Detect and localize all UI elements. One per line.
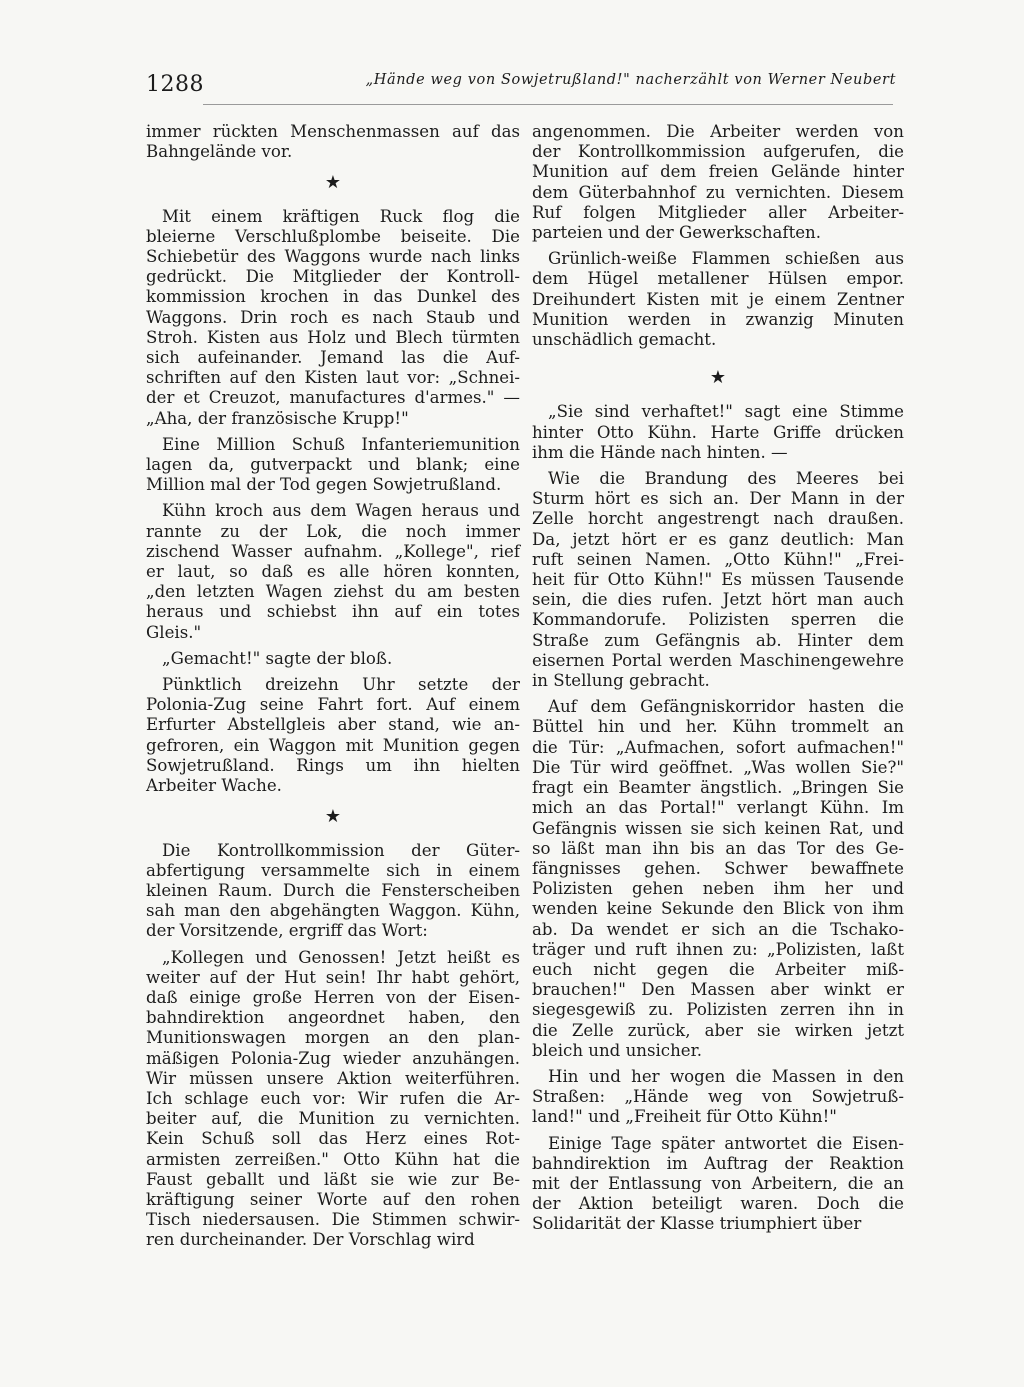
text-line: in Stellung gebracht.	[532, 671, 710, 691]
text-line: Büttel hin und her. Kühn trommelt an	[532, 717, 904, 737]
text-line: Faust geballt und läßt sie wie zur Be-	[146, 1169, 520, 1189]
text-line: er laut, so daß es alle hören konnten,	[146, 562, 520, 582]
paragraph	[146, 501, 520, 642]
text-line: Zelle horcht angestrengt nach draußen.	[532, 509, 904, 529]
text-line: rannte zu der Lok, die noch immer	[146, 521, 520, 541]
text-line: „Aha, der französische Krupp!"	[146, 408, 409, 428]
text-line: euch nicht gegen die Arbeiter miß-	[532, 959, 904, 979]
text-line: Hin und her wogen die Massen in den	[548, 1066, 904, 1086]
section-separator-star: ★	[324, 172, 342, 194]
text-line: „den letzten Wagen ziehst du am besten	[146, 582, 520, 602]
running-title: „Hände weg von Sowjetrußland!" nacherzählt von Werner Neubert	[365, 72, 896, 88]
text-line: abfertigung versammelte sich in einem	[146, 860, 520, 880]
text-line: sein, die dies rufen. Jetzt hört man auch	[532, 590, 904, 610]
paragraph	[146, 122, 520, 162]
text-line: ihm die Hände nach hinten. —	[532, 442, 788, 462]
paragraph	[146, 649, 520, 669]
section-separator-star: ★	[709, 367, 727, 389]
text-line: Kühn kroch aus dem Wagen heraus und	[162, 501, 520, 521]
text-line: mit der Entlassung von Arbeitern, die an	[532, 1173, 904, 1193]
text-line: Ich schlage euch vor: Wir rufen die Ar-	[146, 1088, 520, 1108]
page-header	[0, 0, 1024, 120]
text-line: Ruf folgen Mitglieder aller Arbeiter-	[532, 202, 904, 222]
text-line: Munition auf dem freien Gelände hinter	[532, 162, 904, 182]
paragraph	[146, 841, 520, 942]
text-line: sah man den abgehängten Waggon. Kühn,	[146, 901, 520, 921]
text-line: kleinen Raum. Durch die Fensterscheiben	[146, 880, 520, 900]
text-line: parteien und der Gewerkschaften.	[532, 223, 822, 243]
text-line: Straßen: „Hände weg von Sowjetruß-	[532, 1087, 904, 1107]
text-line: Gefängnis wissen sie sich keinen Rat, und	[532, 818, 904, 838]
text-line: sich aufeinander. Jemand las die Auf-	[146, 348, 520, 368]
text-line: Million mal der Tod gegen Sowjetrußland.	[146, 475, 502, 495]
text-line: mäßigen Polonia-Zug wieder anzuhängen.	[146, 1048, 520, 1068]
text-line: kräftigung seiner Worte auf den rohen	[146, 1189, 520, 1209]
text-line: „Gemacht!" sagte der bloß.	[162, 648, 393, 668]
paragraph	[532, 469, 904, 691]
text-line: Waggons. Drin roch es nach Staub und	[146, 307, 520, 327]
text-line: daß einige große Herren von der Eisen-	[146, 987, 520, 1007]
text-line: Munitionswagen morgen an den plan-	[146, 1028, 520, 1048]
text-line: „Sie sind verhaftet!" sagt eine Stimme	[548, 402, 904, 422]
text-line: der Kontrollkommission aufgerufen, die	[532, 142, 904, 162]
text-line: Sowjetrußland. Rings um ihn hielten	[146, 755, 520, 775]
text-line: Mit einem kräftigen Ruck flog die	[162, 206, 520, 226]
text-line: der Aktion beteiligt waren. Doch die	[532, 1194, 904, 1214]
text-line: Schiebetür des Waggons wurde nach links	[146, 247, 520, 267]
text-line: mich an das Portal!" verlangt Kühn. Im	[532, 798, 904, 818]
text-line: Wie die Brandung des Meeres bei	[548, 469, 904, 489]
text-line: land!" und „Freiheit für Otto Kühn!"	[532, 1107, 837, 1127]
paragraph	[532, 1067, 904, 1128]
text-line: hinter Otto Kühn. Harte Griffe drücken	[532, 422, 904, 442]
text-line: immer rückten Menschenmassen auf das	[146, 122, 520, 141]
text-line: bleich und unsicher.	[532, 1040, 702, 1060]
paragraph	[532, 249, 904, 350]
text-line: Einige Tage später antwortet die Eisen-	[548, 1133, 904, 1153]
text-line: kommission krochen in das Dunkel des	[146, 287, 520, 307]
text-line: „Kollegen und Genossen! Jetzt heißt es	[162, 947, 520, 967]
text-line: armisten zerreißen." Otto Kühn hat die	[146, 1149, 520, 1169]
page-number: 1288	[146, 72, 204, 97]
text-line: Erfurter Abstellgleis aber stand, wie an-	[146, 715, 520, 735]
text-line: ab. Da wendet er sich an die Tschako-	[532, 919, 904, 939]
text-line: fängnisses gehen. Schwer bewaffnete	[532, 858, 904, 878]
text-column-left	[146, 122, 520, 1251]
text-line: Kommandorufe. Polizisten sperren die	[532, 610, 904, 630]
text-line: Polizisten gehen neben ihm her und	[532, 879, 904, 899]
text-line: Grünlich-weiße Flammen schießen aus	[548, 249, 904, 269]
text-line: Die Kontrollkommission der Güter-	[162, 840, 520, 860]
paragraph	[146, 435, 520, 496]
text-line: Stroh. Kisten aus Holz und Blech türmten	[146, 327, 520, 347]
paragraph	[532, 402, 904, 463]
text-line: gefroren, ein Waggon mit Munition gegen	[146, 735, 520, 755]
text-line: wenden keine Sekunde den Blick von ihm	[532, 899, 904, 919]
text-line: fragt ein Beamter ängstlich. „Bringen Sie	[532, 778, 904, 798]
text-line: träger und ruft ihnen zu: „Polizisten, laßt	[532, 939, 904, 959]
text-line: die Tür: „Aufmachen, sofort aufmachen!"	[532, 737, 904, 757]
text-line: unschädlich gemacht.	[532, 330, 717, 350]
text-line: zischend Wasser aufnahm. „Kollege", rief	[146, 541, 520, 561]
text-line: Kein Schuß soll das Herz eines Rot-	[146, 1129, 520, 1149]
text-line: eisernen Portal werden Maschinengewehre	[532, 650, 904, 670]
text-line: weiter auf der Hut sein! Ihr habt gehört,	[146, 967, 520, 987]
text-line: Munition werden in zwanzig Minuten	[532, 309, 904, 329]
text-line: Gleis."	[146, 622, 202, 642]
text-line: beiter auf, die Munition zu vernichten.	[146, 1109, 520, 1129]
text-line: angenommen. Die Arbeiter werden von	[532, 122, 904, 141]
paragraph	[146, 675, 520, 796]
text-line: Solidarität der Klasse triumphiert über	[532, 1214, 862, 1234]
text-line: ruft seinen Namen. „Otto Kühn!" „Frei-	[532, 549, 904, 569]
text-line: Wir müssen unsere Aktion weiterführen.	[146, 1068, 520, 1088]
text-line: heraus und schiebst ihn auf ein totes	[146, 602, 520, 622]
section-separator-star: ★	[324, 806, 342, 828]
text-line: Da, jetzt hört er es ganz deutlich: Man	[532, 529, 904, 549]
text-line: der et Creuzot, manufactures d'armes." —	[146, 388, 520, 408]
text-line: dem Güterbahnhof zu vernichten. Diesem	[532, 182, 904, 202]
text-line: dem Hügel metallener Hülsen empor.	[532, 269, 904, 289]
text-line: bahndirektion im Auftrag der Reaktion	[532, 1153, 904, 1173]
text-line: Eine Million Schuß Infanteriemunition	[162, 434, 520, 454]
paragraph	[146, 948, 520, 1251]
text-line: Straße zum Gefängnis ab. Hinter dem	[532, 630, 904, 650]
paragraph	[146, 207, 520, 429]
paragraph	[532, 122, 904, 243]
text-line: Bahngelände vor.	[146, 142, 293, 162]
text-line: der Vorsitzende, ergriff das Wort:	[146, 921, 428, 941]
text-line: so läßt man ihn bis an das Tor des Ge-	[532, 838, 904, 858]
text-line: Arbeiter Wache.	[146, 776, 282, 796]
text-line: Polonia-Zug seine Fahrt fort. Auf einem	[146, 695, 520, 715]
text-line: ren durcheinander. Der Vorschlag wird	[146, 1230, 475, 1250]
text-line: heit für Otto Kühn!" Es müssen Tausende	[532, 570, 904, 590]
text-line: schriften auf den Kisten laut vor: „Schnei-	[146, 368, 520, 388]
text-line: siegesgewiß zu. Polizisten zerren ihn in	[532, 1000, 904, 1020]
paragraph	[532, 697, 904, 1061]
text-line: brauchen!" Den Massen aber winkt er	[532, 980, 904, 1000]
header-rule	[203, 104, 893, 105]
text-line: Sturm hört es sich an. Der Mann in der	[532, 489, 904, 509]
text-line: Dreihundert Kisten mit je einem Zentner	[532, 289, 904, 309]
paragraph	[532, 1134, 904, 1235]
text-line: Auf dem Gefängniskorridor hasten die	[548, 697, 904, 717]
text-line: bahndirektion angeordnet haben, den	[146, 1008, 520, 1028]
text-line: Die Tür wird geöffnet. „Was wollen Sie?"	[532, 757, 904, 777]
text-line: bleierne Verschlußplombe beiseite. Die	[146, 226, 520, 246]
text-line: gedrückt. Die Mitglieder der Kontroll-	[146, 267, 520, 287]
text-line: Tisch niedersausen. Die Stimmen schwir-	[146, 1210, 520, 1230]
text-line: die Zelle zurück, aber sie wirken jetzt	[532, 1020, 904, 1040]
text-column-right	[532, 122, 904, 1235]
text-line: Pünktlich dreizehn Uhr setzte der	[162, 675, 520, 695]
text-line: lagen da, gutverpackt und blank; eine	[146, 455, 520, 475]
